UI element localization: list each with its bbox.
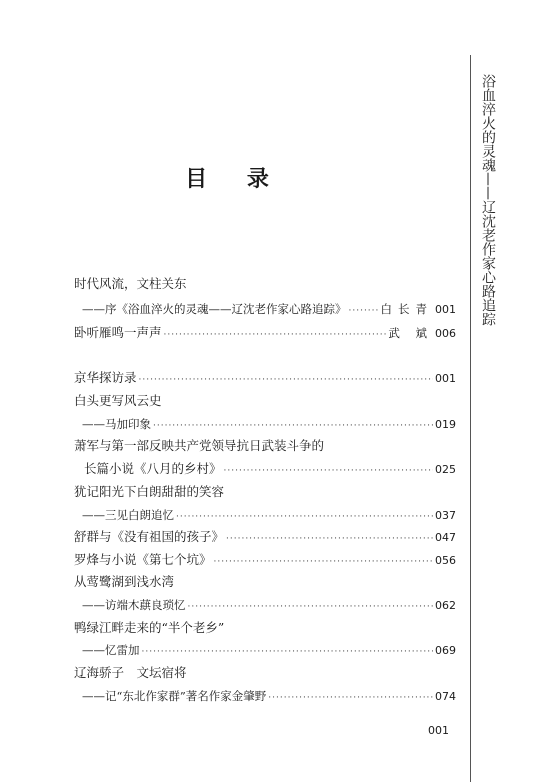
toc-entry-title: ——序《浴血淬火的灵魂——辽沈老作家心路追踪》 — [82, 302, 347, 316]
toc-entry-title: 萧军与第一部反映共产党领导抗日武装斗争的 — [74, 438, 325, 453]
toc-entry-title: 辽海骄子 文坛宿将 — [74, 665, 187, 680]
toc-entry-title: ——马加印象 — [82, 417, 151, 431]
toc-entry-title: 时代风流，文柱关东 — [74, 276, 187, 291]
toc-entry — [82, 299, 456, 319]
toc-entry — [74, 572, 456, 592]
leader-dots — [164, 325, 387, 345]
toc-entry-page: 056 — [435, 554, 456, 567]
toc-entry-page: 001 — [435, 372, 456, 385]
toc-entry — [74, 663, 456, 683]
leader-dots — [142, 642, 434, 662]
running-head: 浴血淬火的灵魂——辽沈老作家心路追踪 — [480, 74, 496, 326]
toc-entry-title: ——访端木蕻良琐忆 — [82, 598, 186, 612]
toc-entry — [74, 368, 456, 388]
toc-entry-page: 001 — [435, 303, 456, 316]
toc-title: 目 录 — [185, 166, 285, 192]
toc-entry — [74, 323, 456, 343]
leader-dots — [188, 597, 434, 617]
toc-entry — [74, 527, 456, 547]
leader-dots — [224, 461, 433, 481]
toc-entry-page: 019 — [435, 418, 456, 431]
toc-entry-page: 006 — [435, 327, 456, 340]
toc-entry-title: 长篇小说《八月的乡村》 — [84, 461, 222, 476]
toc-entry-page: 069 — [435, 644, 456, 657]
leader-dots — [176, 507, 433, 527]
toc-entry — [82, 595, 456, 615]
toc-entry — [74, 274, 456, 294]
toc-entry — [84, 459, 456, 479]
toc-entry-page: 047 — [435, 531, 456, 544]
leader-dots — [139, 370, 433, 390]
toc-entry-title: ——忆雷加 — [82, 643, 140, 657]
toc-entry-page: 037 — [435, 509, 456, 522]
toc-entry — [74, 482, 456, 502]
toc-entry-title: 京华探访录 — [74, 370, 137, 385]
toc-entry-title: 罗烽与小说《第七个坑》 — [74, 552, 212, 567]
toc-entry — [74, 550, 456, 570]
toc-entry-page: 074 — [435, 690, 456, 703]
leader-dots — [226, 529, 433, 549]
toc-entry — [82, 505, 456, 525]
toc-entry-page: 062 — [435, 599, 456, 612]
leader-dots — [214, 552, 433, 572]
toc-entry-author: 白长青 — [380, 302, 433, 316]
leader-dots — [349, 301, 379, 321]
toc-entry-title: 鸭绿江畔走来的“半个老乡” — [74, 620, 225, 635]
toc-entry — [74, 436, 456, 456]
leader-dots — [153, 416, 433, 436]
toc-entry — [74, 618, 456, 638]
margin-divider — [470, 55, 471, 782]
toc-entry-page: 025 — [435, 463, 456, 476]
toc-entry — [82, 686, 456, 706]
leader-dots — [268, 688, 433, 708]
toc-entry-title: 白头更写风云史 — [74, 393, 162, 408]
toc-entry-author: 武 斌 — [388, 326, 433, 340]
toc-entry — [74, 391, 456, 411]
toc-entry-title: ——记“东北作家群”著名作家金肇野 — [82, 689, 267, 703]
page-number: 001 — [428, 724, 449, 737]
toc-entry-title: ——三见白朗追忆 — [82, 508, 174, 522]
toc-entry-title: 从莺鹭湖到浅水湾 — [74, 574, 175, 589]
toc-entry — [82, 640, 456, 660]
toc-entry-title: 犹记阳光下白朗甜甜的笑容 — [74, 484, 225, 499]
toc-entry — [82, 414, 456, 434]
toc-entry-title: 舒群与《没有祖国的孩子》 — [74, 529, 225, 544]
toc-entry-title: 卧听雁鸣一声声 — [74, 325, 162, 340]
